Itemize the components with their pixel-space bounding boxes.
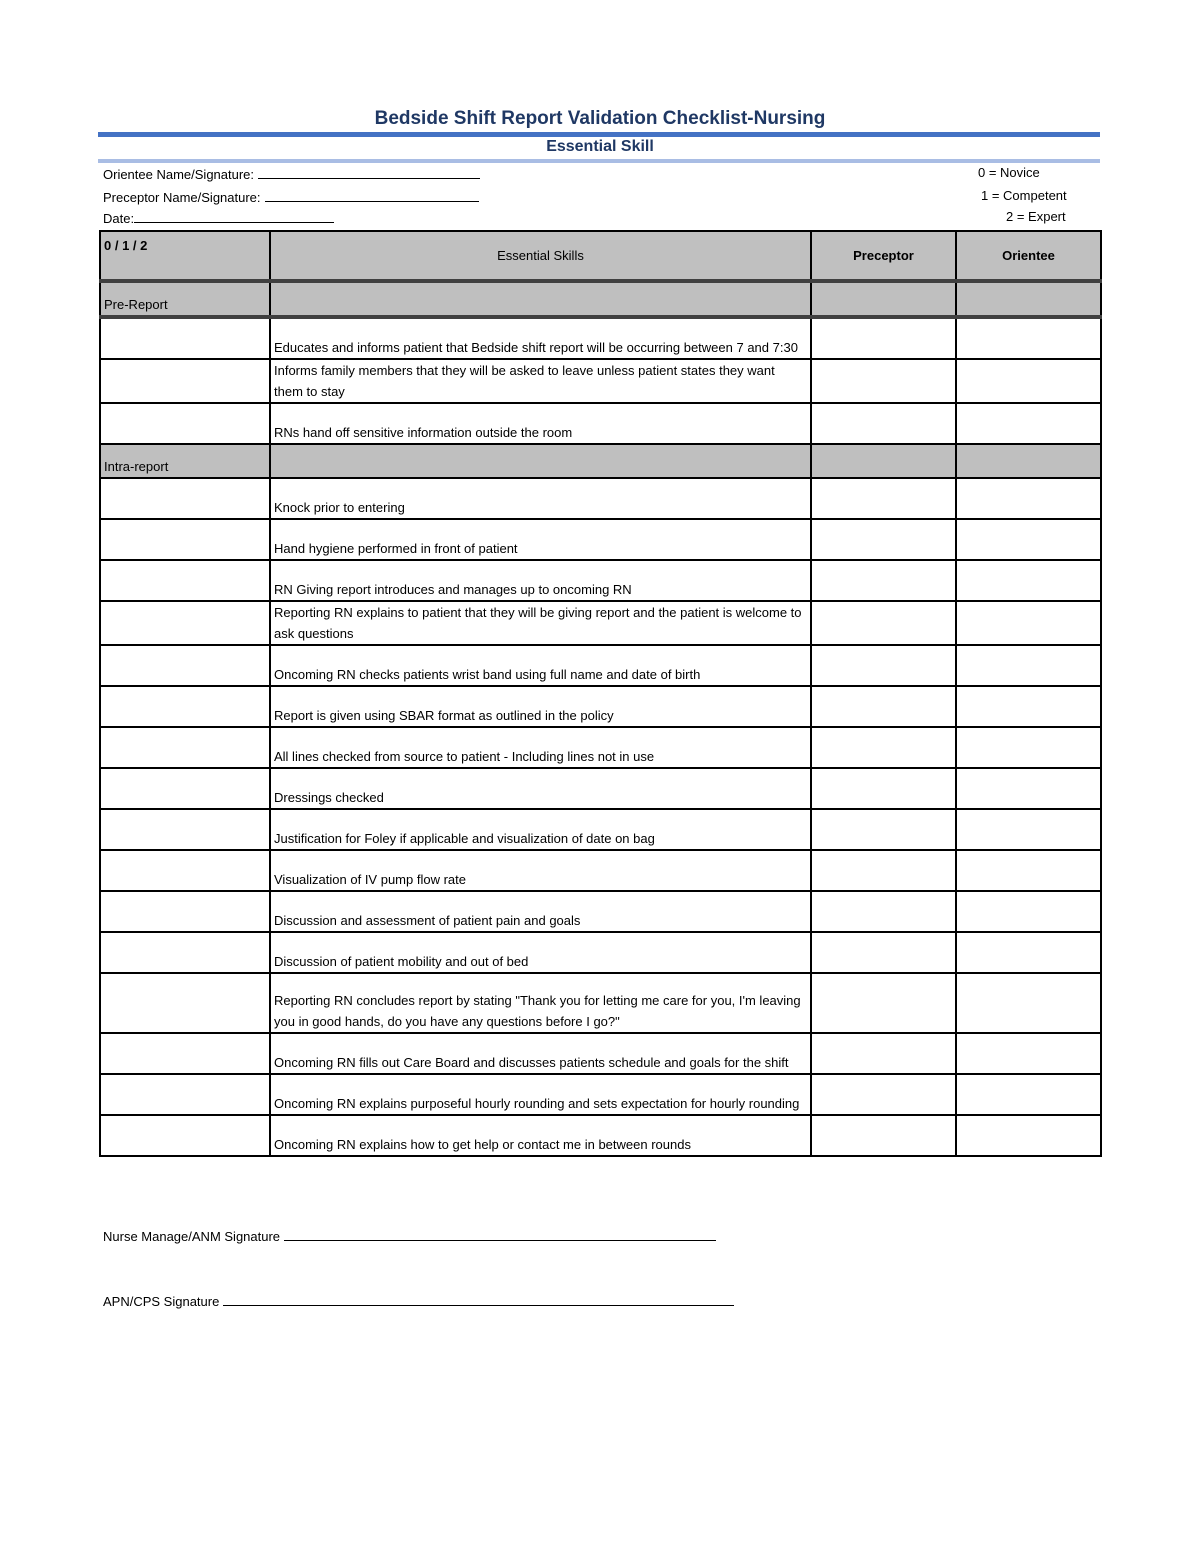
manager-signature-label: Nurse Manage/ANM Signature (103, 1229, 281, 1244)
orientee-cell[interactable] (956, 403, 1101, 444)
orientee-cell[interactable] (956, 932, 1101, 973)
date-line[interactable] (134, 209, 334, 223)
orientee-label: Orientee Name/Signature: (103, 167, 255, 182)
table-row (100, 601, 1101, 645)
score-cell[interactable] (100, 768, 270, 809)
skill-description: Educates and informs patient that Bedside shift report will be occurring between 7 and 7:30 (270, 317, 811, 359)
score-cell[interactable] (100, 686, 270, 727)
table-row (100, 727, 1101, 768)
preceptor-cell[interactable] (811, 478, 956, 519)
score-cell[interactable] (100, 317, 270, 359)
orientee-signature-line[interactable] (258, 165, 480, 179)
skill-description: All lines checked from source to patient - Including lines not in use (270, 727, 811, 768)
skills-table-body (100, 231, 1101, 1156)
section-skills-cell (270, 281, 811, 317)
preceptor-cell[interactable] (811, 973, 956, 1033)
table-row (100, 359, 1101, 403)
skill-description: Discussion of patient mobility and out of bed (270, 932, 811, 973)
section-label: Pre-Report (100, 281, 270, 317)
skills-table (99, 230, 1102, 1157)
apn-signature-line[interactable] (223, 1292, 734, 1306)
orientee-cell[interactable] (956, 891, 1101, 932)
table-row (100, 645, 1101, 686)
score-cell[interactable] (100, 973, 270, 1033)
score-cell[interactable] (100, 891, 270, 932)
skills-header: Essential Skills (270, 231, 811, 281)
preceptor-cell[interactable] (811, 359, 956, 403)
table-row (100, 478, 1101, 519)
skill-description: RN Giving report introduces and manages up to oncoming RN (270, 560, 811, 601)
score-cell[interactable] (100, 403, 270, 444)
orientee-cell[interactable] (956, 1033, 1101, 1074)
section-preceptor-cell (811, 444, 956, 478)
manager-signature-line[interactable] (284, 1227, 716, 1241)
score-cell[interactable] (100, 1074, 270, 1115)
table-row (100, 1074, 1101, 1115)
orientee-cell[interactable] (956, 686, 1101, 727)
table-row (100, 850, 1101, 891)
preceptor-cell[interactable] (811, 1033, 956, 1074)
section-row (100, 281, 1101, 317)
preceptor-cell[interactable] (811, 850, 956, 891)
apn-signature-field (103, 1292, 734, 1309)
score-cell[interactable] (100, 932, 270, 973)
section-orientee-cell (956, 444, 1101, 478)
table-row (100, 686, 1101, 727)
preceptor-cell[interactable] (811, 403, 956, 444)
orientee-cell[interactable] (956, 560, 1101, 601)
title-divider (98, 132, 1100, 137)
preceptor-cell[interactable] (811, 317, 956, 359)
score-cell[interactable] (100, 1115, 270, 1156)
section-row (100, 444, 1101, 478)
orientee-cell[interactable] (956, 519, 1101, 560)
score-cell[interactable] (100, 645, 270, 686)
table-row (100, 403, 1101, 444)
preceptor-cell[interactable] (811, 519, 956, 560)
document-title: Bedside Shift Report Validation Checklist-Nursing (374, 108, 826, 129)
preceptor-cell[interactable] (811, 1115, 956, 1156)
preceptor-cell[interactable] (811, 1074, 956, 1115)
preceptor-field (103, 188, 479, 205)
table-header-row (100, 231, 1101, 281)
table-row (100, 973, 1101, 1033)
apn-signature-label: APN/CPS Signature (103, 1294, 220, 1309)
orientee-cell[interactable] (956, 478, 1101, 519)
preceptor-cell[interactable] (811, 686, 956, 727)
skill-description: Oncoming RN fills out Care Board and discusses patients schedule and goals for the shift (270, 1033, 811, 1074)
score-cell[interactable] (100, 359, 270, 403)
preceptor-cell[interactable] (811, 560, 956, 601)
orientee-cell[interactable] (956, 1115, 1101, 1156)
skill-description: RNs hand off sensitive information outside the room (270, 403, 811, 444)
section-skills-cell (270, 444, 811, 478)
score-cell[interactable] (100, 809, 270, 850)
section-label: Intra-report (100, 444, 270, 478)
preceptor-label: Preceptor Name/Signature: (103, 190, 261, 205)
skill-description: Informs family members that they will be asked to leave unless patient states they want them to stay (270, 359, 811, 403)
score-cell[interactable] (100, 519, 270, 560)
preceptor-signature-line[interactable] (265, 188, 479, 202)
table-row (100, 519, 1101, 560)
preceptor-cell[interactable] (811, 601, 956, 645)
score-cell[interactable] (100, 727, 270, 768)
table-row (100, 768, 1101, 809)
score-cell[interactable] (100, 478, 270, 519)
orientee-cell[interactable] (956, 359, 1101, 403)
section-preceptor-cell (811, 281, 956, 317)
skill-description: Hand hygiene performed in front of patient (270, 519, 811, 560)
table-row (100, 809, 1101, 850)
orientee-cell[interactable] (956, 317, 1101, 359)
skill-description: Oncoming RN explains how to get help or contact me in between rounds (270, 1115, 811, 1156)
subtitle-divider (98, 159, 1100, 163)
score-cell[interactable] (100, 850, 270, 891)
table-row (100, 891, 1101, 932)
orientee-cell[interactable] (956, 727, 1101, 768)
legend-competent: 1 = Competent (981, 188, 1067, 203)
skill-description: Report is given using SBAR format as outlined in the policy (270, 686, 811, 727)
preceptor-cell[interactable] (811, 891, 956, 932)
table-row (100, 932, 1101, 973)
skill-description: Oncoming RN explains purposeful hourly rounding and sets expectation for hourly rounding (270, 1074, 811, 1115)
preceptor-cell[interactable] (811, 645, 956, 686)
orientee-header: Orientee (956, 231, 1101, 281)
orientee-cell[interactable] (956, 645, 1101, 686)
table-row (100, 1115, 1101, 1156)
legend-novice: 0 = Novice (978, 165, 1040, 180)
skill-description: Discussion and assessment of patient pain and goals (270, 891, 811, 932)
score-cell[interactable] (100, 601, 270, 645)
skill-description: Justification for Foley if applicable and visualization of date on bag (270, 809, 811, 850)
orientee-cell[interactable] (956, 1074, 1101, 1115)
table-row (100, 317, 1101, 359)
table-row (100, 560, 1101, 601)
score-cell[interactable] (100, 1033, 270, 1074)
score-header: 0 / 1 / 2 (100, 231, 270, 281)
score-cell[interactable] (100, 560, 270, 601)
orientee-cell[interactable] (956, 973, 1101, 1033)
preceptor-cell[interactable] (811, 932, 956, 973)
orientee-cell[interactable] (956, 768, 1101, 809)
skill-description: Knock prior to entering (270, 478, 811, 519)
date-label: Date: (103, 211, 135, 226)
manager-signature-field (103, 1227, 716, 1244)
skill-description: Dressings checked (270, 768, 811, 809)
skill-description: Visualization of IV pump flow rate (270, 850, 811, 891)
preceptor-cell[interactable] (811, 768, 956, 809)
document-subtitle: Essential Skill (546, 138, 654, 155)
orientee-field (103, 165, 480, 182)
preceptor-cell[interactable] (811, 809, 956, 850)
orientee-cell[interactable] (956, 809, 1101, 850)
orientee-cell[interactable] (956, 850, 1101, 891)
skill-description: Oncoming RN checks patients wrist band using full name and date of birth (270, 645, 811, 686)
skill-description: Reporting RN explains to patient that they will be giving report and the patient is welcome to ask questions (270, 601, 811, 645)
orientee-cell[interactable] (956, 601, 1101, 645)
date-field (103, 209, 334, 226)
section-orientee-cell (956, 281, 1101, 317)
skill-description: Reporting RN concludes report by stating "Thank you for letting me care for you, I'm leaving you in good hands, do you have any questions before I go?" (270, 973, 811, 1033)
preceptor-cell[interactable] (811, 727, 956, 768)
preceptor-header: Preceptor (811, 231, 956, 281)
table-row (100, 1033, 1101, 1074)
legend-expert: 2 = Expert (1006, 209, 1066, 224)
